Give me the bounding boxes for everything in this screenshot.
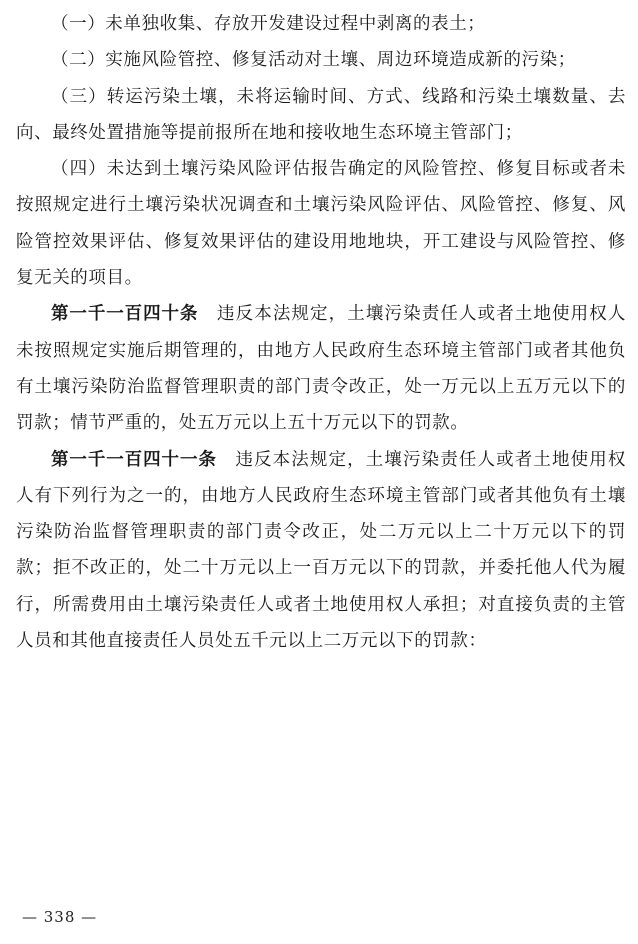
article-1141-title: 第一千一百四十一条 [51, 449, 217, 470]
list-item-1: （一）未单独收集、存放开发建设过程中剥离的表土； [51, 14, 486, 34]
article-1140-title: 第一千一百四十条 [51, 304, 199, 325]
list-item-2: （二）实施风险管控、修复活动对土壤、周边环境造成新的污染； [51, 50, 576, 71]
document-page [16, 6, 626, 659]
article-1141-body: 违反本法规定，土壤污染责任人或者土地使用权人有下列行为之一的，由地方人民政府生态环境主管部门或者其他负有土壤污染防治监督管理职责的部门责令改正，处二万元以上二十万元以下的罚款；拒不改正的，处二十万元以上一百万元以下的罚款，并委托他人代为履行，所需费用由土壤污染责任人或者土地使用权人承担；对直接负责的主管人员和其他直接责任人员处五千元以上二万元以下的罚款： [16, 449, 626, 652]
list-item-3: （三）转运污染土壤，未将运输时间、方式、线路和污染土壤数量、去向、最终处置措施等提前报所在地和接收地生态环境主管部门； [16, 86, 626, 143]
article-1141 [16, 442, 626, 660]
page-number: — 338 — [22, 908, 98, 926]
list-item-4: （四）未达到土壤污染风险评估报告确定的风险管控、修复目标或者未按照规定进行土壤污染状况调查和土壤污染风险评估、风险管控、修复、风险管控效果评估、修复效果评估的建设用地地块，开工建设与风险管控、修复无关的项目。 [16, 159, 626, 289]
article-1140-body: 违反本法规定，土壤污染责任人或者土地使用权人未按照规定实施后期管理的，由地方人民政府生态环境主管部门或者其他负有土壤污染防治监督管理职责的部门责令改正，处一万元以上五万元以下的罚款；情节严重的，处五万元以上五十万元以下的罚款。 [16, 304, 627, 434]
article-1140 [16, 296, 626, 441]
